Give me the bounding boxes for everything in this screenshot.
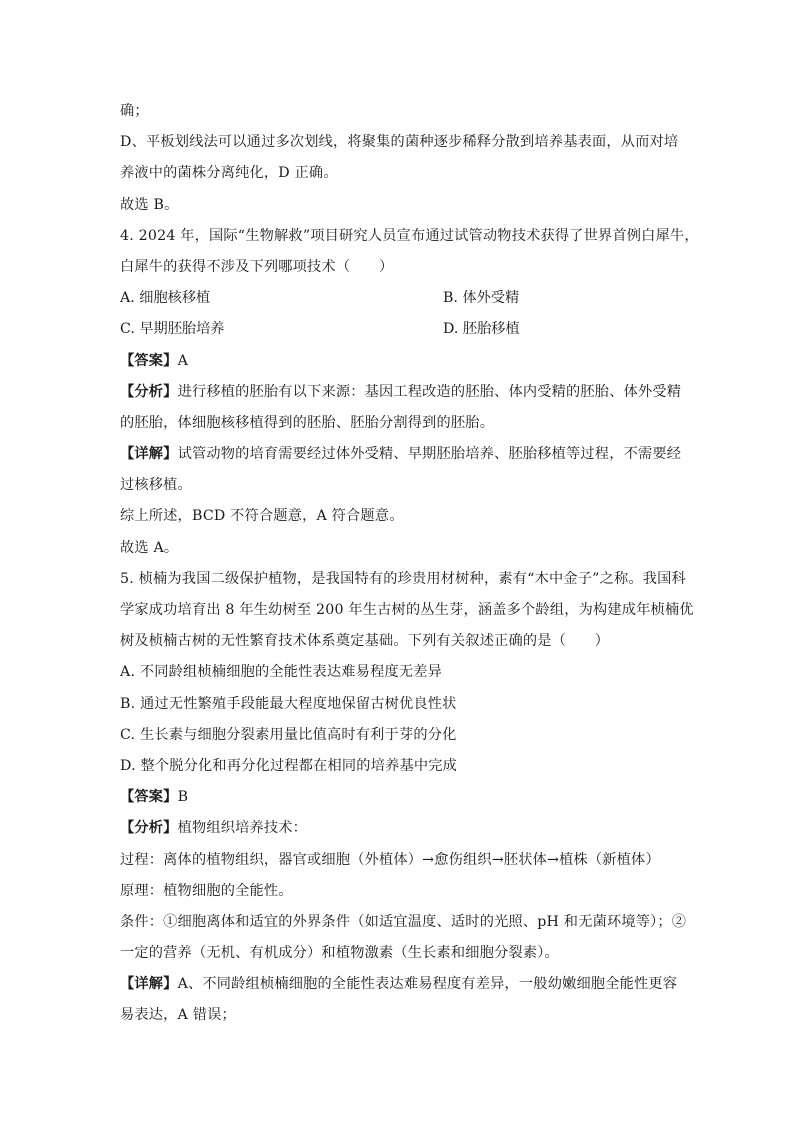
q5-option-a: A. 不同龄组桢楠细胞的全能性表达难易程度无差异: [120, 664, 443, 681]
q4-option-c: C. 早期胚胎培养: [120, 321, 225, 338]
analysis-text: 植物组织培养技术：: [177, 820, 308, 837]
q4-option-row: [120, 283, 680, 314]
detail-text: A、不同龄组桢楠细胞的全能性表达难易程度有差异，一般幼嫩细胞全能性更容: [177, 976, 678, 993]
q4-analysis: [120, 377, 680, 408]
q5-analysis-process: 过程：离体的植物组织，器官或细胞（外植体）→愈伤组织→胚状体→植株（新植体）: [120, 851, 660, 868]
q4-option-a: A. 细胞核移植: [120, 290, 211, 307]
document-page: [120, 96, 699, 1032]
q5-analysis-conditions-cont: 一定的营养（无机、有机成分）和植物激素（生长素和细胞分裂素）。: [120, 945, 559, 962]
text-line: 养液中的菌株分离纯化，D 正确。: [120, 165, 338, 182]
analysis-tag: 【分析】: [120, 383, 178, 400]
analysis-text: 进行移植的胚胎有以下来源：基因工程改造的胚胎、体内受精的胚胎、体外受精: [177, 383, 682, 400]
q5-detail: [120, 969, 680, 1000]
q4-option-b: B. 体外受精: [443, 290, 520, 307]
q5-option-c: C. 生长素与细胞分裂素用量比值高时有利于芽的分化: [120, 726, 457, 743]
detail-tag: 【详解】: [120, 976, 178, 993]
question-5-stem: 学家成功培育出 8 年生幼树至 200 年生古树的丛生芽，涵盖多个龄组，为构建成年桢楠优: [120, 602, 694, 618]
detail-tag: 【详解】: [120, 446, 178, 463]
question-4-stem: 4. 2024 年，国际“生物解救”项目研究人员宣布通过试管动物技术获得了世界首例白犀牛，: [120, 227, 699, 244]
question-5-stem: 树及桢楠古树的无性繁育技术体系奠定基础。下列有关叙述正确的是（ ）: [120, 633, 610, 650]
analysis-tag: 【分析】: [120, 820, 178, 837]
text-line: D、平板划线法可以通过多次划线，将聚集的菌种逐步稀释分散到培养基表面，从而对培: [120, 134, 679, 151]
answer-value: B: [177, 789, 189, 806]
q5-option-b: B. 通过无性繁殖手段能最大程度地保留古树优良性状: [120, 695, 457, 712]
answer-value: A: [177, 352, 189, 369]
q5-analysis-principle: 原理：植物细胞的全能性。: [120, 882, 293, 899]
q4-answer: [120, 346, 680, 377]
q4-detail-cont: 过核移植。: [120, 477, 192, 494]
answer-tag: 【答案】: [120, 352, 178, 369]
q5-answer: [120, 782, 680, 813]
q5-detail-cont: 易表达，A 错误；: [120, 1007, 236, 1024]
q5-option-d: D. 整个脱分化和再分化过程都在相同的培养基中完成: [120, 757, 458, 774]
q4-detail-choice: 故选 A。: [120, 539, 179, 556]
q4-option-d: D. 胚胎移植: [443, 321, 520, 338]
answer-tag: 【答案】: [120, 789, 178, 806]
question-4-stem: 白犀牛的获得不涉及下列哪项技术（ ）: [120, 258, 394, 275]
q5-analysis-conditions: 条件：①细胞离体和适宜的外界条件（如适宜温度、适时的光照、pH 和无菌环境等）；②: [120, 913, 687, 930]
detail-text: 试管动物的培育需要经过体外受精、早期胚胎培养、胚胎移植等过程，不需要经: [177, 446, 682, 463]
q4-detail: [120, 439, 680, 470]
q4-analysis-cont: 的胚胎，体细胞核移植得到的胚胎、胚胎分割得到的胚胎。: [120, 414, 495, 431]
q4-option-row: [120, 314, 680, 345]
text-line: 故选 B。: [120, 196, 179, 213]
text-line: 确；: [120, 103, 149, 119]
q4-detail-summary: 综上所述，BCD 不符合题意，A 符合题意。: [120, 508, 404, 525]
q5-analysis: [120, 813, 680, 844]
question-5-stem: 5. 桢楠为我国二级保护植物，是我国特有的珍贵用材树种，素有“木中金子”之称。我国科: [120, 570, 686, 587]
